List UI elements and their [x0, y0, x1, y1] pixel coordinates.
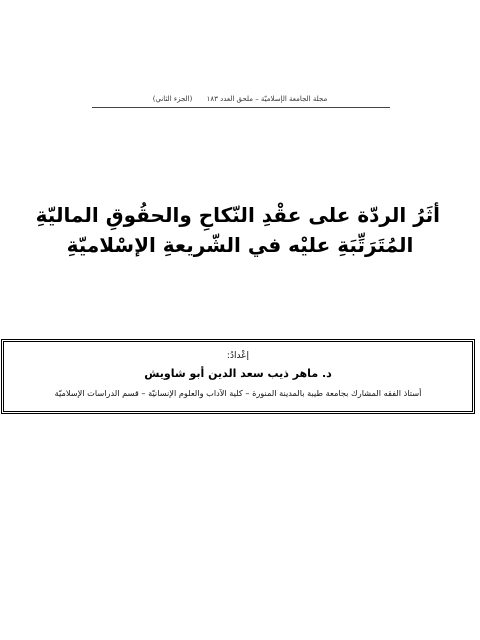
author-box — [1, 339, 475, 414]
article-title — [35, 200, 440, 260]
journal-part: (الجزء الثاني) — [152, 95, 193, 103]
title-line-1: أثَرُ الردّة على عقْدِ النّكاحِ والحقُوقِ الماليّةِ — [35, 203, 440, 227]
prepared-by-label: إعْدادُ: — [226, 351, 250, 361]
journal-name: مجلة الجامعة الإسلاميّة – ملحق العدد ١٨٣ — [206, 95, 328, 103]
title-line-2: المُتَرَتِّبَةِ عليْه في الشّريعةِ الإسْلاميّةِ — [66, 233, 414, 257]
running-header — [0, 95, 480, 103]
header-rule — [92, 107, 390, 108]
author-affiliation: أستاذ الفقه المشارك بجامعة طيبة بالمدينة المنورة – كلية الآداب والعلوم الإنسانيّة – قسم الدراسات الإسلاميّة — [54, 388, 422, 398]
author-name: د. ماهر ذيب سعد الدين أبو شاويش — [144, 367, 332, 380]
